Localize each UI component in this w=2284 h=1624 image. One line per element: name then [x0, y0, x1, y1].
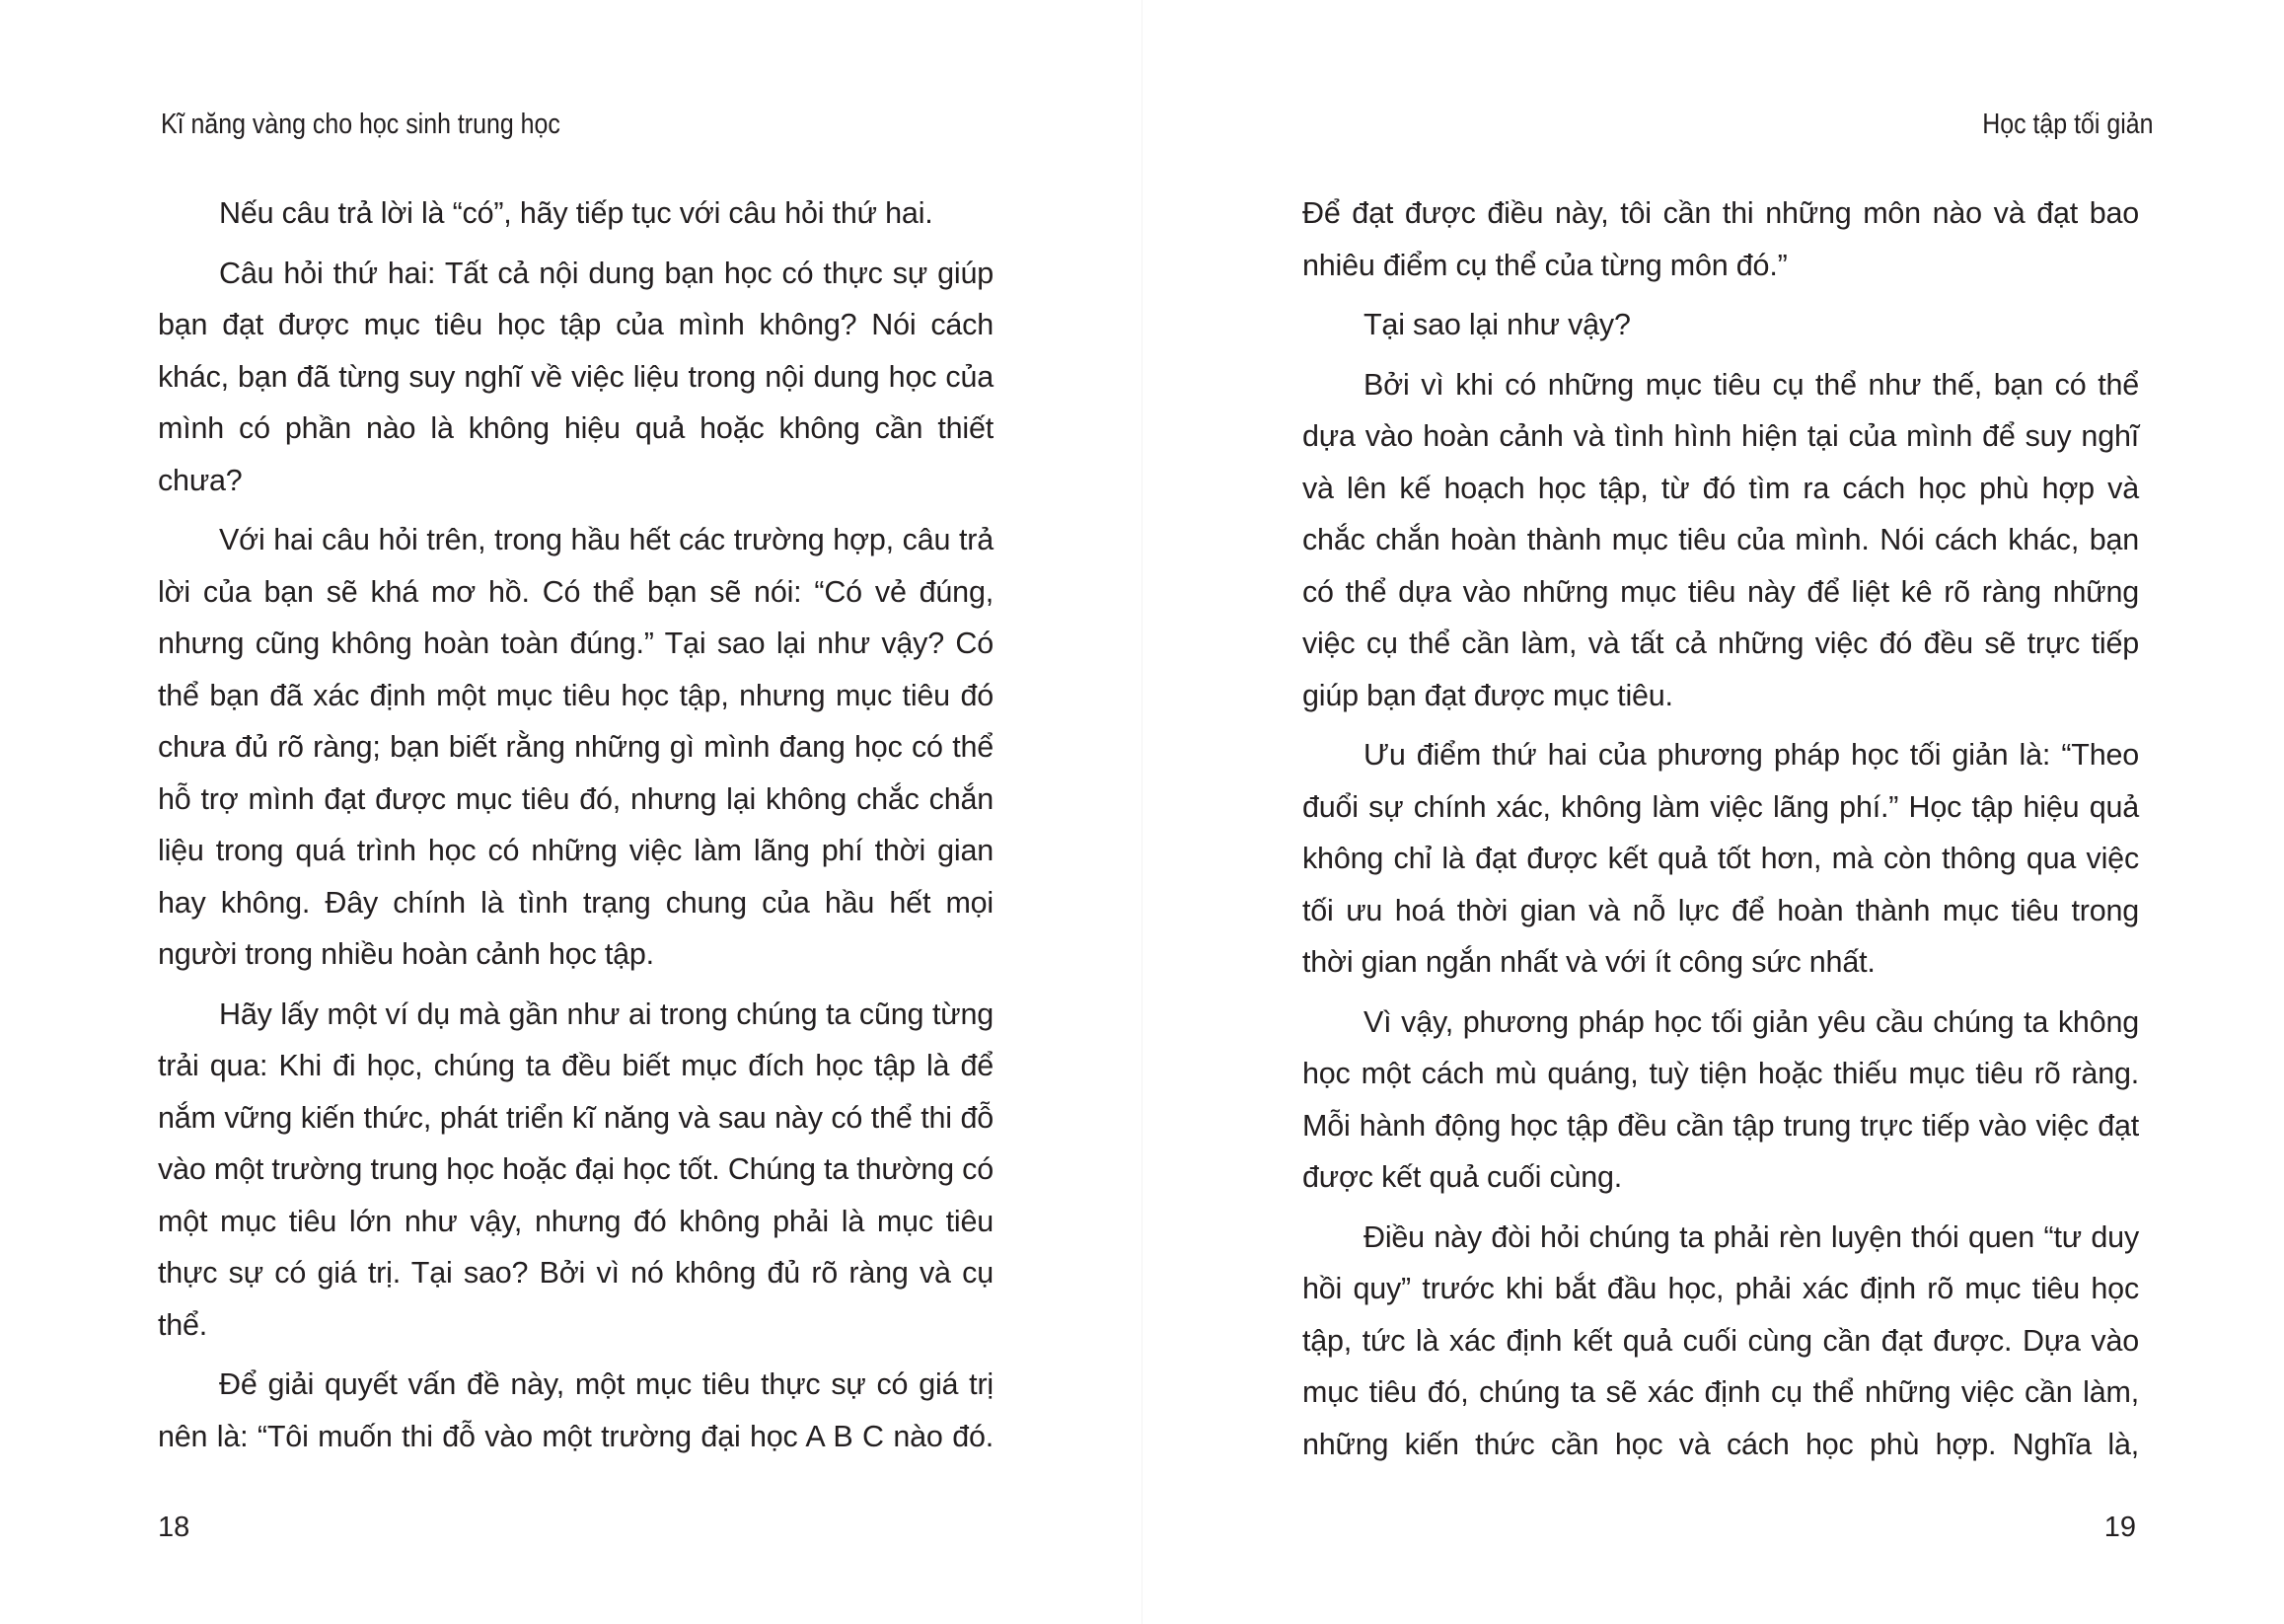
paragraph: Tại sao lại như vậy? [1363, 308, 1631, 341]
paragraph: Với hai câu hỏi trên, trong hầu hết các trường hợp, câu trả lời của bạn sẽ khá mơ hồ. Có thể bạn sẽ nói: “Có vẻ đúng, nhưng cũng không hoàn toàn đúng.” Tại sao lại như vậy? Có thể bạn đã xác định một mục tiêu học tập, nhưng mục tiêu đó chưa đủ rõ ràng; bạn biết rằng những gì mình đang học có thể hỗ trợ mình đạt được mục tiêu đó, nhưng lại không chắc chắn liệu trong quá trình học có những việc làm lãng phí thời gian hay không. Đây chính là tình trạng chung của hầu hết mọi người trong nhiều hoàn cảnh học tập. [158, 523, 994, 971]
paragraph: Câu hỏi thứ hai: Tất cả nội dung bạn học có thực sự giúp bạn đạt được mục tiêu học tập của mình không? Nói cách khác, bạn đã từng suy nghĩ về việc liệu trong nội dung học của mình có phần nào là không hiệu quả hoặc không cần thiết chưa? [158, 256, 994, 497]
page-number-right: 19 [2103, 1512, 2136, 1543]
paragraph: Ưu điểm thứ hai của phương pháp học tối giản là: “Theo đuổi sự chính xác, không làm việc lãng phí.” Học tập hiệu quả không chỉ là đạt được kết quả tốt hơn, mà còn thông qua việc tối ưu hoá thời gian và nỗ lực để hoàn thành mục tiêu trong thời gian ngắn nhất và với ít công sức nhất. [1302, 738, 2139, 979]
paragraph: Điều này đòi hỏi chúng ta phải rèn luyện thói quen “tư duy hồi quy” trước khi bắt đầu học, phải xác định rõ mục tiêu học tập, tức là xác định kết quả cuối cùng cần đạt được. Dựa vào mục tiêu đó, chúng ta sẽ xác định cụ thể những việc cần làm, những kiến thức cần học và cách học phù hợp. Nghĩa là, [1302, 1219, 2139, 1461]
page-number-left: 18 [158, 1512, 190, 1543]
right-page-body [1302, 187, 2139, 1478]
paragraph: Vì vậy, phương pháp học tối giản yêu cầu chúng ta không học một cách mù quáng, tuỳ tiện hoặc thiếu mục tiêu rõ ràng. Mỗi hành động học tập đều cần tập trung trực tiếp vào việc đạt được kết quả cuối cùng. [1302, 1004, 2139, 1194]
paragraph: Hãy lấy một ví dụ mà gần như ai trong chúng ta cũng từng trải qua: Khi đi học, chúng ta đều biết mục đích học tập là để nắm vững kiến thức, phát triển kĩ năng và sau này có thể thi đỗ vào một trường trung học hoặc đại học tốt. Chúng ta thường có một mục tiêu lớn như vậy, nhưng đó không phải là mục tiêu thực sự có giá trị. Tại sao? Bởi vì nó không đủ rõ ràng và cụ thể. [158, 997, 994, 1342]
paragraph: Để đạt được điều này, tôi cần thi những môn nào và đạt bao nhiêu điểm cụ thể của từng môn đó.” [1302, 196, 2139, 282]
running-head-left: Kĩ năng vàng cho học sinh trung học [161, 109, 560, 140]
paragraph: Nếu câu trả lời là “có”, hãy tiếp tục với câu hỏi thứ hai. [219, 196, 933, 230]
paragraph: Bởi vì khi có những mục tiêu cụ thể như thế, bạn có thể dựa vào hoàn cảnh và tình hình hiện tại của mình để suy nghĩ và lên kế hoạch học tập, từ đó tìm ra cách học phù hợp và chắc chắn hoàn thành mục tiêu của mình. Nói cách khác, bạn có thể dựa vào những mục tiêu này để liệt kê rõ ràng những việc cụ thể cần làm, và tất cả những việc đó đều sẽ trực tiếp giúp bạn đạt được mục tiêu. [1302, 367, 2139, 712]
running-head-right: Học tập tối giản [1982, 109, 2154, 140]
left-page-body [158, 187, 994, 1470]
right-page [1142, 0, 2284, 1624]
paragraph: Để giải quyết vấn đề này, một mục tiêu thực sự có giá trị nên là: “Tôi muốn thi đỗ vào một trường đại học A B C nào đó. [158, 1367, 994, 1453]
